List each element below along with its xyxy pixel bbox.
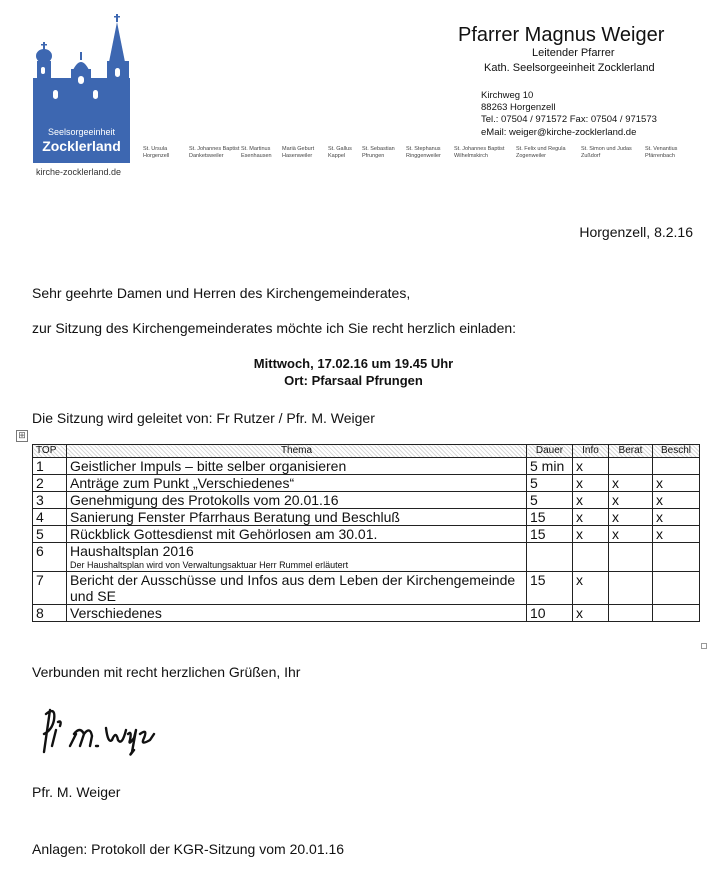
church-logo bbox=[33, 14, 130, 163]
col-header-berat: Berat bbox=[609, 445, 653, 458]
parish-place: Ringgenweiler bbox=[406, 153, 441, 159]
cell-berat bbox=[609, 492, 653, 509]
parish-item bbox=[516, 146, 566, 160]
cell-info bbox=[573, 572, 609, 605]
parish-saint: St. Felix und Regula bbox=[516, 146, 566, 152]
meeting-time: Mittwoch, 17.02.16 um 19.45 Uhr bbox=[253, 356, 454, 371]
meeting-place: Ort: Pfarsaal Pfrungen bbox=[284, 373, 423, 388]
cell-thema bbox=[67, 605, 527, 622]
cell-top-text: 5 bbox=[36, 526, 44, 542]
cell-berat bbox=[609, 543, 653, 572]
cell-beschl bbox=[653, 458, 700, 475]
parish-saint: St. Ursula bbox=[143, 146, 168, 152]
col-header-info: Info bbox=[573, 445, 609, 458]
parish-item bbox=[406, 146, 441, 160]
cell-top-text: 3 bbox=[36, 492, 44, 508]
letter-date: Horgenzell, 8.2.16 bbox=[579, 224, 693, 240]
cell-top bbox=[33, 605, 67, 622]
parish-saint: St. Simon und Judas bbox=[581, 146, 632, 152]
table-header-row bbox=[33, 445, 700, 458]
sender-name: Pfarrer Magnus Weiger bbox=[458, 24, 665, 46]
cell-dauer bbox=[527, 605, 573, 622]
parish-item bbox=[189, 146, 239, 160]
agenda-table bbox=[32, 444, 700, 622]
cell-info bbox=[573, 509, 609, 526]
cell-top bbox=[33, 526, 67, 543]
cell-info-text: x bbox=[576, 526, 583, 542]
cell-berat bbox=[609, 475, 653, 492]
cell-thema bbox=[67, 543, 527, 572]
cell-dauer-text: 15 bbox=[530, 526, 546, 542]
cell-dauer-text: 5 min bbox=[530, 458, 565, 474]
parish-saint: St. Gallus bbox=[328, 146, 352, 152]
cell-thema-text: Haushaltsplan 2016 bbox=[70, 543, 194, 559]
cell-dauer-text: 10 bbox=[530, 605, 546, 621]
parish-saint: St. Johannes Baptist bbox=[189, 146, 240, 152]
parish-item bbox=[241, 146, 272, 160]
cell-dauer-text: 5 bbox=[530, 475, 538, 491]
cell-thema bbox=[67, 492, 527, 509]
cell-top bbox=[33, 458, 67, 475]
cell-dauer bbox=[527, 572, 573, 605]
cell-beschl-text: x bbox=[656, 509, 663, 525]
logo-url: kirche-zocklerland.de bbox=[36, 167, 122, 177]
cell-berat-text: x bbox=[612, 526, 619, 542]
cell-thema bbox=[67, 458, 527, 475]
cell-beschl bbox=[653, 526, 700, 543]
parish-place: Kappel bbox=[328, 153, 346, 159]
cell-info bbox=[573, 605, 609, 622]
signer-name: Pfr. M. Weiger bbox=[32, 784, 121, 800]
cell-dauer-text: 15 bbox=[530, 509, 546, 525]
table-row bbox=[33, 509, 700, 526]
intro-text: zur Sitzung des Kirchengemeinderates möchte ich Sie recht herzlich einladen: bbox=[32, 320, 517, 336]
sender-email: eMail: weiger@kirche-zocklerland.de bbox=[481, 127, 637, 138]
parish-item bbox=[143, 146, 169, 160]
cell-berat bbox=[609, 526, 653, 543]
cell-info bbox=[573, 458, 609, 475]
salutation: Sehr geehrte Damen und Herren des Kirchengemeinderates, bbox=[32, 285, 411, 301]
parish-place: Pfärrenbach bbox=[645, 153, 675, 159]
parish-item bbox=[328, 146, 352, 160]
cell-thema-text: Rückblick Gottesdienst mit Gehörlosen am 30.01. bbox=[70, 526, 378, 542]
cell-dauer bbox=[527, 492, 573, 509]
cell-dauer-text: 5 bbox=[530, 492, 538, 508]
cell-top-text: 4 bbox=[36, 509, 44, 525]
cell-beschl bbox=[653, 572, 700, 605]
cell-thema-text: Geistlicher Impuls – bitte selber organisieren bbox=[70, 458, 347, 474]
cell-dauer bbox=[527, 458, 573, 475]
cell-berat bbox=[609, 572, 653, 605]
logo-line1: Seelsorgeeinheit bbox=[47, 127, 116, 137]
parish-place: Wilhelmskirch bbox=[454, 153, 488, 159]
cell-info bbox=[573, 492, 609, 509]
cell-info-text: x bbox=[576, 572, 583, 588]
cell-top bbox=[33, 509, 67, 526]
cell-top bbox=[33, 492, 67, 509]
cell-dauer bbox=[527, 526, 573, 543]
sender-phone: Tel.: 07504 / 971572 Fax: 07504 / 971573 bbox=[481, 114, 657, 125]
cell-beschl bbox=[653, 543, 700, 572]
cell-top bbox=[33, 572, 67, 605]
parish-place: Danketsweiler bbox=[189, 153, 224, 159]
cell-dauer bbox=[527, 509, 573, 526]
cell-top-text: 2 bbox=[36, 475, 44, 491]
cell-thema-text: Sanierung Fenster Pfarrhaus Beratung und Beschluß bbox=[70, 509, 400, 525]
table-row bbox=[33, 526, 700, 543]
table-resize-handle[interactable] bbox=[701, 643, 707, 649]
parish-list bbox=[143, 146, 703, 166]
cell-thema bbox=[67, 526, 527, 543]
cell-note: Der Haushaltsplan wird von Verwaltungsaktuar Herr Rummel erläutert bbox=[70, 560, 349, 570]
signature-image bbox=[36, 700, 186, 765]
cell-info-text: x bbox=[576, 492, 583, 508]
cell-dauer-text: 15 bbox=[530, 572, 546, 588]
parish-item bbox=[362, 146, 395, 160]
cell-berat bbox=[609, 605, 653, 622]
parish-saint: Mariä Geburt bbox=[282, 146, 315, 152]
cell-beschl bbox=[653, 605, 700, 622]
parish-saint: St. Martinus bbox=[241, 146, 271, 152]
table-row bbox=[33, 543, 700, 572]
cell-top-text: 7 bbox=[36, 572, 44, 588]
cell-thema bbox=[67, 509, 527, 526]
parish-item bbox=[454, 146, 504, 160]
cell-info-text: x bbox=[576, 475, 583, 491]
parish-saint: St. Venantius bbox=[645, 146, 678, 152]
cell-thema-text: Anträge zum Punkt „Verschiedenes“ bbox=[70, 475, 295, 491]
logo-line2: Zocklerland bbox=[42, 138, 121, 154]
parish-place: Pfrungen bbox=[362, 153, 385, 159]
parish-item bbox=[645, 146, 677, 160]
parish-item bbox=[581, 146, 632, 160]
cell-berat bbox=[609, 509, 653, 526]
attachments: Anlagen: Protokoll der KGR-Sitzung vom 20.01.16 bbox=[32, 841, 345, 857]
parish-saint: St. Sebastian bbox=[362, 146, 395, 152]
cell-dauer bbox=[527, 543, 573, 572]
sender-street: Kirchweg 10 bbox=[481, 90, 534, 101]
table-row bbox=[33, 475, 700, 492]
cell-berat bbox=[609, 458, 653, 475]
cell-berat-text: x bbox=[612, 475, 619, 491]
cell-info bbox=[573, 475, 609, 492]
sender-role: Leitender Pfarrer bbox=[532, 47, 615, 59]
parish-place: Esenhausen bbox=[241, 153, 272, 159]
parish-item bbox=[282, 146, 314, 160]
cell-top-text: 8 bbox=[36, 605, 44, 621]
cell-info-text: x bbox=[576, 509, 583, 525]
col-header-thema: Thema bbox=[67, 445, 527, 458]
cell-thema-text: Genehmigung des Protokolls vom 20.01.16 bbox=[70, 492, 339, 508]
col-header-dauer: Dauer bbox=[527, 445, 573, 458]
cell-top-text: 1 bbox=[36, 458, 44, 474]
table-move-handle-icon[interactable]: ⊞ bbox=[16, 430, 28, 442]
cell-beschl bbox=[653, 492, 700, 509]
cell-thema bbox=[67, 572, 527, 605]
table-row bbox=[33, 605, 700, 622]
parish-place: Zußdorf bbox=[581, 153, 601, 159]
cell-dauer bbox=[527, 475, 573, 492]
cell-info bbox=[573, 543, 609, 572]
parish-place: Zogenweiler bbox=[516, 153, 546, 159]
col-header-beschl: Beschl bbox=[653, 445, 700, 458]
cell-top bbox=[33, 475, 67, 492]
cell-info bbox=[573, 526, 609, 543]
parish-saint: St. Stephanus bbox=[406, 146, 441, 152]
cell-berat-text: x bbox=[612, 492, 619, 508]
chair-text: Die Sitzung wird geleitet von: Fr Rutzer / Pfr. M. Weiger bbox=[32, 410, 375, 426]
cell-beschl bbox=[653, 475, 700, 492]
parish-saint: St. Johannes Baptist bbox=[454, 146, 505, 152]
cell-beschl bbox=[653, 509, 700, 526]
sender-org: Kath. Seelsorgeeinheit Zocklerland bbox=[484, 62, 655, 74]
cell-info-text: x bbox=[576, 605, 583, 621]
sender-city: 88263 Horgenzell bbox=[481, 102, 556, 113]
col-header-top: TOP bbox=[33, 445, 67, 458]
cell-thema-text: Bericht der Ausschüsse und Infos aus dem Leben der Kirchengemeinde und SE bbox=[70, 572, 516, 604]
parish-place: Horgenzell bbox=[143, 153, 170, 159]
cell-beschl-text: x bbox=[656, 492, 663, 508]
table-row bbox=[33, 458, 700, 475]
table-row bbox=[33, 572, 700, 605]
cell-top bbox=[33, 543, 67, 572]
cell-beschl-text: x bbox=[656, 526, 663, 542]
cell-info-text: x bbox=[576, 458, 583, 474]
table-row bbox=[33, 492, 700, 509]
cell-top-text: 6 bbox=[36, 543, 44, 559]
closing-text: Verbunden mit recht herzlichen Grüßen, Ihr bbox=[32, 664, 301, 680]
church-silhouette-icon bbox=[33, 14, 130, 126]
cell-thema bbox=[67, 475, 527, 492]
cell-thema-text: Verschiedenes bbox=[70, 605, 162, 621]
parish-place: Hasenweiler bbox=[282, 153, 313, 159]
cell-beschl-text: x bbox=[656, 475, 663, 491]
cell-berat-text: x bbox=[612, 509, 619, 525]
